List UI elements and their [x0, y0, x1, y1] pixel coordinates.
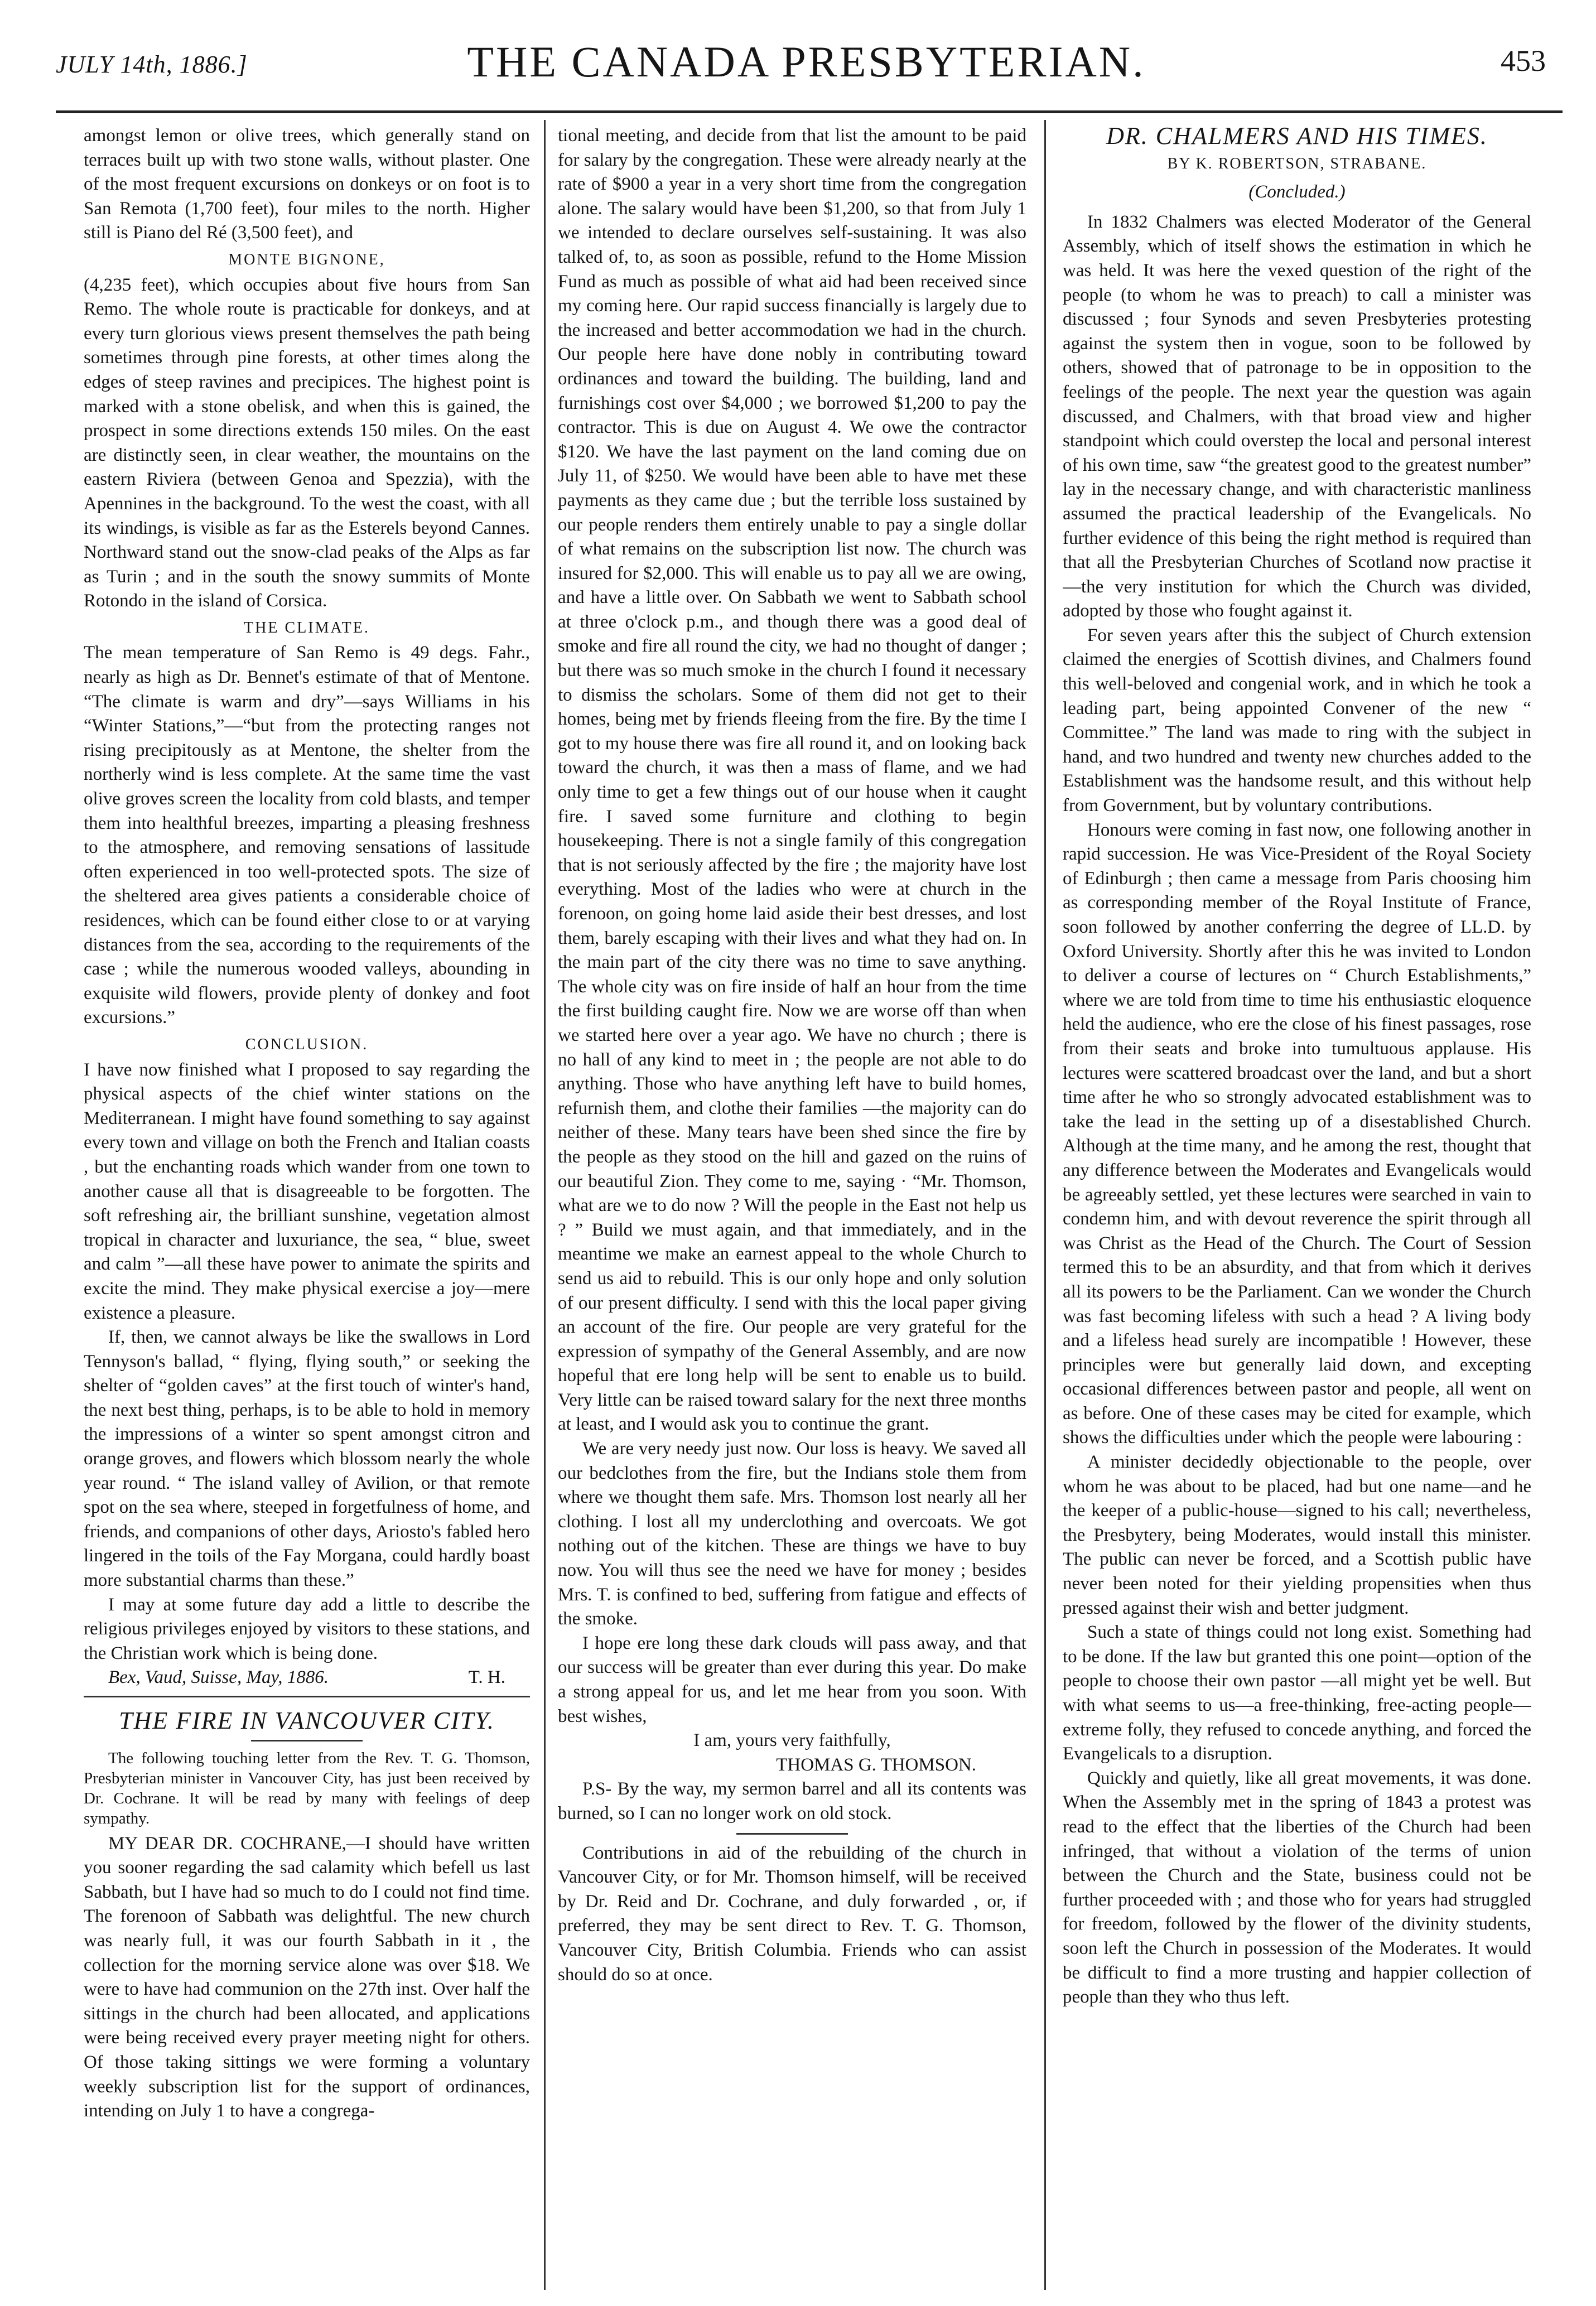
paragraph: amongst lemon or olive trees, which generally stand on terraces built up with two stone walls, without plaster. One of the most frequent excursions on donkeys or on foot is to San Remota (1,700 feet), four miles to the north. Higher still is Piano del Ré (3,500 feet), and	[84, 126, 530, 243]
masthead-rule	[56, 110, 1563, 113]
paragraph: MY DEAR DR. COCHRANE,—I should have written you sooner regarding the sad calamity which befell us last Sabbath, but I have had so much to do I could not find time. The forenoon of Sabbath was delightful. The new church was nearly full, it was our fourth Sabbath in it , the collection for the morning service alone was over $18. We were to have had communion on the 27th inst. Over half the sittings in the church had been allocated, and applications were being received every prayer meeting night for others. Of those taking sittings we were forming a voluntary weekly subscription list for the support of ordinances, intending on July 1 to have a congrega-	[84, 1833, 530, 2121]
issue-date: JULY 14th, 1886.]	[56, 51, 248, 78]
paragraph: A minister decidedly objectionable to the people, over whom he was about to be placed, had but one name—and he the keeper of a public-house—signed to his call; nevertheless, the Presbytery, being Moderates, would install this minister. The public can never be forced, and a Scottish public have never been noted for their yielding propensities when thus pressed against their wish and better judgment.	[1063, 1452, 1531, 1618]
paragraph: The mean temperature of San Remo is 49 degs. Fahr., nearly as high as Dr. Bennet's estimate of that of Mentone. “The climate is warm and dry”—says Williams in his “Winter Stations,”—“but from the protecting ranges not rising precipitously as at Mentone, the shelter from the northerly wind is less complete. At the same time the vast olive groves screen the locality from cold blasts, and temper them into healthful breezes, imparting a pleasing freshness to the atmosphere, and removing sensations of lassitude often experienced in too well-protected spots. The size of the sheltered area gives patients a considerable choice of residences, which can be found either close to or at varying distances from the sea, according to the requirements of the case ; while the numerous wooded valleys, abounding in exquisite wild flowers, provide plenty of donkey and foot excursions.”	[84, 643, 530, 1028]
section-heading: CONCLUSION.	[245, 1035, 369, 1053]
page-number: 453	[1501, 44, 1546, 78]
signature-place: Bex, Vaud, Suisse, May, 1886.	[108, 1667, 329, 1688]
concluded-note: (Concluded.)	[1248, 182, 1346, 202]
postscript: P.S- By the way, my sermon barrel and all its contents was burned, so I can no longer work on old stock.	[558, 1779, 1026, 1823]
newspaper-title: THE CANADA PRESBYTERIAN.	[467, 37, 1146, 86]
paragraph: I have now finished what I proposed to say regarding the physical aspects of the chief winter stations on the Mediterranean. I might have found something to say against every town and village on both the French and Italian coasts , but the enchanting roads which wander from one town to another cause all that is disagreeable to be forgotten. The soft refreshing air, the brilliant sunshine, vegetation almost tropical in character and luxuriance, the sea, “ blue, sweet and calm ”—all these have power to animate the spirits and excite the mind. They make physical exercise a joy—mere existence a pleasure.	[84, 1059, 530, 1323]
column-1	[84, 124, 530, 2294]
contributions-note: Contributions in aid of the rebuilding of the church in Vancouver City, or for Mr. Thomson himself, will be received by Dr. Reid and Dr. Cochrane, and duly forwarded , or, if preferred, they may be sent direct to Rev. T. G. Thomson, Vancouver City, British Columbia. Friends who can assist should do so at once.	[558, 1842, 1026, 1985]
paragraph: I hope ere long these dark clouds will pass away, and that our success will be greater than ever during this year. Do make a strong appeal for us, and let me hear from you soon. With best wishes,	[558, 1633, 1026, 1726]
letter-closing: I am, yours very faithfully,	[693, 1730, 891, 1751]
letter-signature: THOMAS G. THOMSON.	[776, 1754, 976, 1775]
paragraph: We are very needy just now. Our loss is heavy. We saved all our bedclothes from the fire, but the Indians stole them from where we thought them safe. Mrs. Thomson lost nearly all her clothing. I lost all my underclothing and overcoats. We got nothing out of the kitchen. These are things we have to buy now. You will thus see the need we have for money ; besides Mrs. T. is confined to bed, suffering from fatigue and effects of the smoke.	[558, 1439, 1026, 1629]
signature-initials: T. H.	[468, 1667, 505, 1688]
paragraph: Honours were coming in fast now, one following another in rapid succession. He was Vice-President of the Royal Society of Edinburgh ; then came a message from Paris choosing him as corresponding member of the Royal Institute of France, soon followed by another conferring the degree of LL.D. by Oxford University. Shortly after this he was invited to London to deliver a course of lectures on “ Church Establishments,” where we are told from time to time his enthusiastic eloquence held the audience, who ere the close of his finest passages, rose from their seats and broke into tumultuous applause. His lectures were scattered broadcast over the land, and but a short time after he who so strongly advocated establishment was to take the lead in the setting up of a disestablished Church. Although at the time many, and he among the rest, thought that any difference between the Moderates and Evangelicals would be agreeably settled, yet these lectures were searched in vain to condemn him, and with devout reverence the spirit through all was Christ as the Head of the Church. The Court of Session termed this to be an absurdity, and that from which it derives all its powers to be the Parliament. Can we wonder the Church was fast becoming lifeless with such a head ? A living body and a lifeless head surely are incompatible ! However, these principles were but generally laid down, and excepting occasional differences between pastor and people, all went on as before. One of these cases may be cited for example, which shows the difficulties under which the people were labouring :	[1063, 819, 1531, 1448]
byline: BY K. ROBERTSON, STRABANE.	[1167, 155, 1427, 172]
masthead	[33, 16, 1579, 99]
article-title: THE FIRE IN VANCOUVER CITY.	[119, 1707, 495, 1734]
paragraph: Quickly and quietly, like all great movements, it was done. When the Assembly met in the spring of 1843 a protest was read to the effect that the liberties of the Church had been infringed, that without a violation of the terms of union between the Church and the State, business could not be further proceeded with ; and those who for years had struggled for freedom, followed by the flower of the divinity students, soon left the Church in possession of the Moderates. It would be difficult to find a more trusting and happier collection of people than they who thus left.	[1063, 1768, 1531, 2008]
column-3	[1063, 124, 1531, 2294]
paragraph: In 1832 Chalmers was elected Moderator of the General Assembly, which of itself shows the estimation in which he was held. It was here the vexed question of the right of the people (to whom he was to preach) to call a minister was discussed ; four Synods and seven Presbyteries protesting against the system then in vogue, soon to be followed by others, showed that of patronage to be in opposition to the feelings of the people. The next year the question was again discussed, and Chalmers, with that broad view and higher standpoint which could overstep the local and personal interest of his own time, saw “the greatest good to the greatest number” lay in the necessary change, and with characteristic manliness assumed the practical leadership of the Evangelicals. No further evidence of this being the right method is required than that all the Presbyterian Churches of Scotland now practise it—the very institution for which the Church was divided, adopted by those who fought against it.	[1063, 211, 1531, 621]
paragraph: I may at some future day add a little to describe the religious privileges enjoyed by visitors to these stations, and the Christian work which is being done.	[84, 1594, 530, 1663]
article-signature	[84, 1666, 530, 1690]
article-title: DR. CHALMERS AND HIS TIMES.	[1106, 124, 1488, 149]
article-intro: The following touching letter from the Rev. T. G. Thomson, Presbyterian minister in Vancouver City, has just been received by Dr. Cochrane. It will be read by many with feelings of deep sympathy.	[84, 1749, 530, 1827]
section-rule	[736, 1833, 848, 1835]
section-heading: THE CLIMATE.	[244, 619, 370, 636]
column-divider	[1044, 120, 1046, 2290]
article-rule	[84, 1696, 530, 1697]
column-2	[558, 124, 1026, 2294]
section-heading: MONTE BIGNONE,	[228, 250, 385, 268]
column-divider	[544, 120, 546, 2290]
paragraph: For seven years after this the subject of Church extension claimed the energies of Scottish divines, and Chalmers found this well-beloved and congenial work, and in which he took a leading part, being appointed Convener of the new “ Committee.” The land was made to ring with the subject in hand, and two hundred and twenty new churches added to the Establishment was the handsome result, and this without help from Government, but by voluntary contributions.	[1063, 625, 1531, 816]
paragraph: If, then, we cannot always be like the swallows in Lord Tennyson's ballad, “ flying, flying south,” or seeking the shelter of “golden caves” at the first touch of winter's hand, the next best thing, perhaps, is to be able to hold in memory the impressions of a winter so spent amongst citron and orange groves, and flowers which blossom nearly the whole year round. “ The island valley of Avilion, or that remote spot on the sea where, steeped in forgetfulness of home, and friends, and companions of other days, Ariosto's fabled hero lingered in the toils of the Fay Morgana, could hardly boast more substantial charms than these.”	[84, 1327, 530, 1591]
paragraph: (4,235 feet), which occupies about five hours from San Remo. The whole route is practicable for donkeys, and at every turn glorious views present themselves the path being sometimes through pine forests, at other times along the edges of steep ravines and precipices. The highest point is marked with a stone obelisk, and when this is gained, the prospect in some directions extends 150 miles. On the east are distinctly seen, in clear weather, the mountains on the eastern Riviera (between Genoa and Spezzia), with the Apennines in the background. To the west the coast, with all its windings, is visible as far as the Esterels beyond Cannes. Northward stand out the snow-clad peaks of the Alps as far as Turin ; and in the south the snowy summits of Monte Rotondo in the island of Corsica.	[84, 274, 530, 611]
title-rule	[251, 1740, 363, 1741]
paragraph: Such a state of things could not long exist. Something had to be done. If the law but granted this one point—option of the people to choose their own pastor —all might yet be well. But with what seems to us—a free-thinking, free-acting people—extreme folly, they refused to concede anything, and forced the Evangelicals to a disruption.	[1063, 1622, 1531, 1764]
paragraph: tional meeting, and decide from that list the amount to be paid for salary by the congregation. These were already nearly at the rate of $900 a year in a very short time from the congregation alone. The salary would have been $1,200, so that from July 1 we intended to declare ourselves self-sustaining. It was also talked of, to, as soon as possible, refund to the Home Mission Fund as much as possible of what aid had been received since my coming here. Our rapid success financially is largely due to the increased and better accommodation we had in the church. Our people here have done nobly in contributing toward ordinances and toward the building. The building, land and furnishings cost over $4,000 ; we borrowed $1,200 to pay the contractor. This is due on August 4. We owe the contractor $120. We have the last payment on the land coming due on July 11, of $250. We would have been able to have met these payments as they came due ; but the terrible loss sustained by our people renders them entirely unable to pay a single dollar of what remains on the subscription list now. The church was insured for $2,000. This will enable us to pay all we are owing, and have a little over. On Sabbath we went to Sabbath school at three o'clock p.m., and though there was a good deal of smoke and fire all round the city, we had no thought of danger ; but there was so much smoke in the church I found it necessary to dismiss the scholars. Some of them did not get to their homes, being met by friends fleeing from the fire. By the time I got to my house there was fire all round it, and on looking back toward the church, it was then a mass of flame, and we had only time to get a few things out of our house when it caught fire. I saved some furniture and clothing to begin housekeeping. There is not a single family of this congregation that is not seriously affected by the fire ; the majority have lost everything. Most of the ladies who were at church in the forenoon, on going home laid aside their best dresses, and lost them, barely escaping with their lives and what they had on. In the main part of the city there was no time to save anything. The whole city was on fire inside of half an hour from the time the first building caught fire. Now we are worse off than when we started here over a year ago. We have no church ; there is no hall of any kind to meet in ; the people are not able to do anything. Those who have anything left have to build homes, refurnish them, and clothe their families —the majority can do neither of these. Many tears have been shed since the fire by the people as they stood on the hill and gazed on the ruins of our beautiful Zion. They come to me, saying · “Mr. Thomson, what are we to do now ? Will the people in the East not help us ? ” Build we must again, and that immediately, and in the meantime we make an earnest appeal to the whole Church to send us aid to rebuild. This is our only hope and only solution of our present difficulty. I send with this the local paper giving an account of the fire. Our people are very grateful for the expression of sympathy of the General Assembly, and are now hopeful that ere long help will be sent to enable us to build. Very little can be raised toward salary for the next three months at least, and I would ask you to continue the grant.	[558, 126, 1026, 1435]
